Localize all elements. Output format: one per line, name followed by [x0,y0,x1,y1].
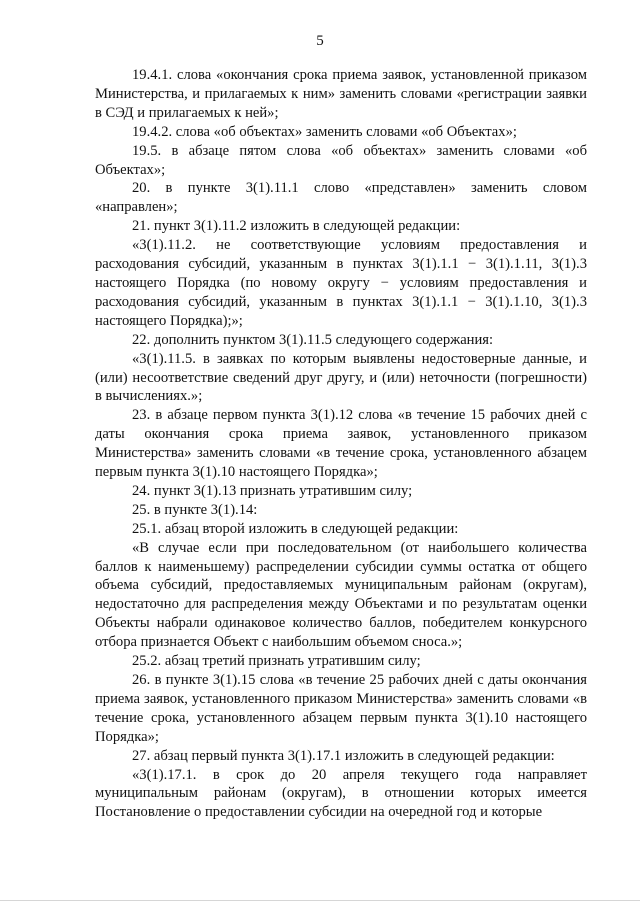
paragraph-19-5: 19.5. в абзаце пятом слова «об объектах» заменить словами «об Объектах»; [95,142,587,178]
paragraph-19-4-2: 19.4.2. слова «об объектах» заменить словами «об Объектах»; [132,123,517,140]
paragraph-22: 22. дополнить пунктом 3(1).11.5 следующего содержания: [132,331,494,348]
paragraph-25-1: 25.1. абзац второй изложить в следующей редакции: [132,520,459,537]
paragraph-21-quote: «3(1).11.2. не соответствующие условиям предоставления и расходования субсидий, указанным в пунктах 3(1).1.1 − 3(1).1.11, 3(1).3 настоящего Порядка (по новому округу − условиям предоставления и расходования субсидий, указанным в пунктах 3(1).1.1 − 3(1).1.10, 3(1).3 настоящего Порядка);»; [95,237,587,329]
paragraph-25-2: 25.2. абзац третий признать утратившим силу; [132,653,421,670]
paragraph-23: 23. в абзаце первом пункта 3(1).12 слова «в течение 15 рабочих дней с даты окончания срока приема заявок, установленного приказом Министерства» заменить словами «в течение срока, установленного абзацем первым пункта 3(1).10 настоящего Порядка»; [95,407,587,481]
page-bottom-edge [0,900,640,901]
paragraph-24: 24. пункт 3(1).13 признать утратившим силу; [132,482,413,499]
paragraph-20: 20. в пункте 3(1).11.1 слово «представлен» заменить словом «направлен»; [95,180,587,216]
paragraph-25-1-quote: «В случае если при последовательном (от наибольшего количества баллов к наименьшему) распределении субсидии суммы остатка от общего объема субсидий, предоставляемых муниципальным районам (округам), недостаточно для распределения между Объектами и по результатам оценки Объекты набрали одинаковое количество баллов, победителем конкурсного отбора признается Объект с наибольшим объемом сноса.»; [95,539,587,651]
paragraph-19-4-1: 19.4.1. слова «окончания срока приема заявок, установленной приказом Министерства, и прилагаемых к ним» заменить словами «регистрации заявки в СЭД и прилагаемых к ней»; [95,67,587,121]
paragraph-27-quote: «3(1).17.1. в срок до 20 апреля текущего года направляет муниципальным районам (округам), в отношении которых имеется Постановление о предоставлении субсидии на очередной год и которые [95,766,587,821]
page-number: 5 [316,33,324,49]
paragraph-26: 26. в пункте 3(1).15 слова «в течение 25 рабочих дней с даты окончания приема заявок, установленного приказом Министерства» заменить словами «в течение срока, установленного абзацем первым пункта 3(1).10 настоящего Порядка»; [95,672,587,745]
paragraph-21: 21. пункт 3(1).11.2 изложить в следующей редакции: [132,218,461,235]
paragraph-22-quote: «3(1).11.5. в заявках по которым выявлены недостоверные данные, и (или) несоответствие сведений друг другу, и (или) неточности (погрешности) в вычислениях.»; [95,350,587,405]
paragraph-27: 27. абзац первый пункта 3(1).17.1 изложить в следующей редакции: [132,747,555,764]
document-body [95,66,587,822]
paragraph-25: 25. в пункте 3(1).14: [132,501,258,518]
